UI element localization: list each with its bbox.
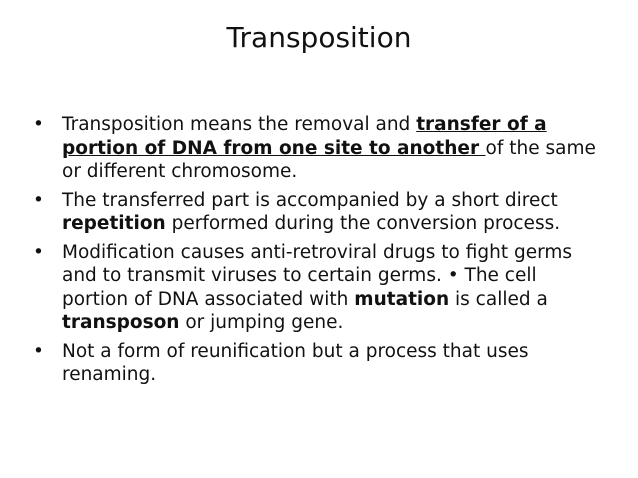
bullet-text: of the same or different chromosome.	[62, 137, 596, 182]
bullet-item-1	[33, 113, 603, 184]
bullet-marker: •	[33, 189, 44, 211]
bullet-emphasis: transfer of a portion of DNA from one site to another	[62, 114, 547, 159]
bullet-item-2	[33, 189, 603, 236]
bullet-text: Modification causes anti-retroviral drugs to fight germs and to transmit viruses to certain germs. • The cell portion of DNA associated with	[62, 241, 573, 310]
bullet-item-3	[33, 241, 603, 335]
bullet-marker: •	[33, 114, 44, 135]
slide-title: Transposition	[226, 21, 412, 54]
bullet-emphasis: mutation	[354, 288, 450, 310]
bullet-item-4	[33, 340, 603, 387]
bullet-emphasis: repetition	[62, 213, 166, 234]
bullet-text: is called a	[449, 288, 548, 310]
bullet-list	[33, 113, 603, 392]
bullet-marker: •	[33, 340, 44, 362]
bullet-text: The transferred part is accompanied by a short direct	[62, 189, 558, 211]
bullet-text: Transposition means the removal and	[62, 114, 417, 135]
bullet-emphasis: transposon	[62, 312, 180, 333]
bullet-text: Not a form of reunification but a process that uses renaming.	[62, 340, 529, 385]
bullet-text: or jumping gene.	[179, 312, 344, 333]
bullet-text: performed during the conversion process.	[165, 213, 561, 234]
bullet-marker: •	[33, 241, 44, 263]
